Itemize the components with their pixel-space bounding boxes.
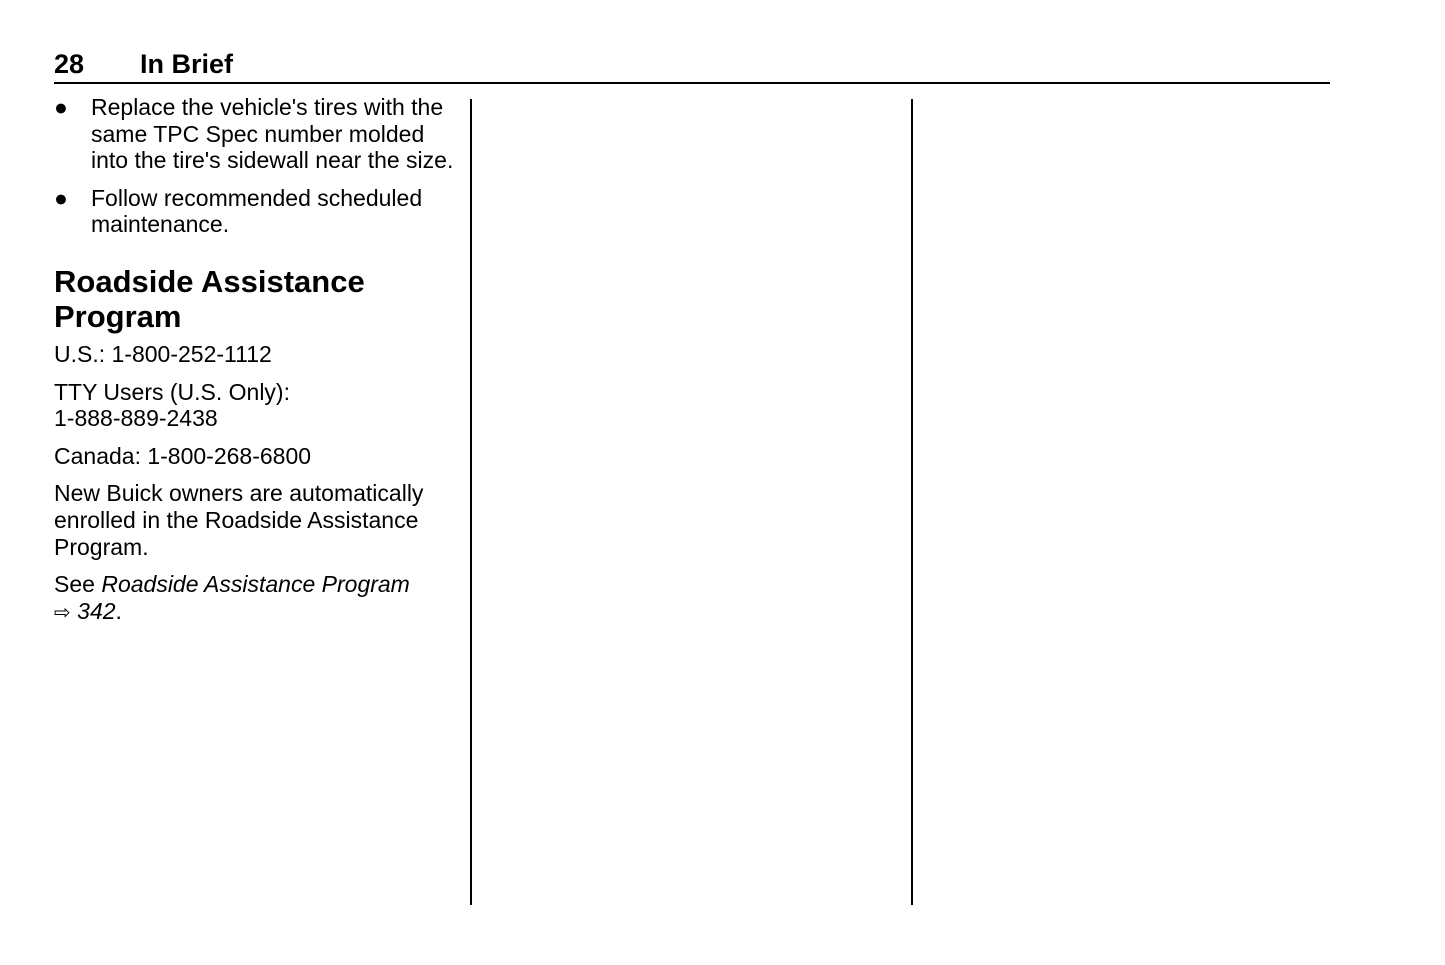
enrollment-text: New Buick owners are automatically enrolled in the Roadside Assistance Program. xyxy=(54,480,424,560)
arrow-right-icon: ⇨ xyxy=(54,601,71,624)
column-divider-1 xyxy=(470,99,472,905)
bullet-icon: ● xyxy=(54,94,68,120)
bullet-icon: ● xyxy=(54,184,68,211)
list-item-text: Replace the vehicle's tires with the same TPC Spec number molded into the tire's sidewall near the size. xyxy=(91,94,454,174)
maintenance-bullet-list xyxy=(54,94,454,238)
tty-phone xyxy=(54,379,454,432)
section-title: In Brief xyxy=(140,49,234,79)
page-header xyxy=(54,46,1330,84)
tty-label: TTY Users (U.S. Only): xyxy=(54,378,290,405)
see-suffix: . xyxy=(115,597,122,624)
tty-number: 1-888-889-2438 xyxy=(54,405,218,432)
page-number: 28 xyxy=(54,49,85,79)
crossref-link[interactable]: Roadside Assistance Program xyxy=(101,571,410,598)
list-item xyxy=(54,185,454,238)
see-reference xyxy=(54,571,454,626)
column-divider-2 xyxy=(911,99,913,905)
list-item-text: Follow recommended scheduled maintenance. xyxy=(91,184,423,238)
left-column xyxy=(54,94,454,637)
crossref-page[interactable]: 342 xyxy=(77,597,116,624)
see-prefix: See xyxy=(54,571,102,598)
us-phone: U.S.: 1-800-252-1112 xyxy=(54,340,272,367)
canada-phone: Canada: 1-800-268-6800 xyxy=(54,442,312,469)
roadside-heading: Roadside Assistance Program xyxy=(54,263,365,334)
list-item xyxy=(54,94,454,174)
